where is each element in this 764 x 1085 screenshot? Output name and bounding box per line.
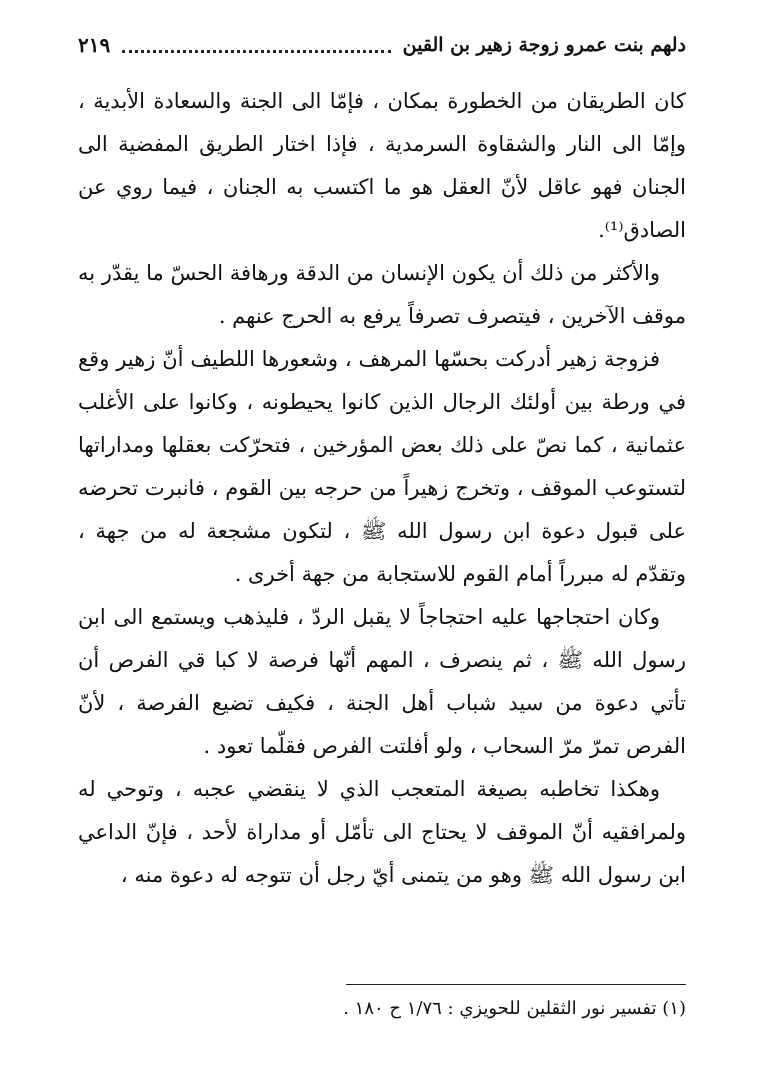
page-number: ٢١٩ bbox=[78, 33, 111, 57]
running-title: دلهم بنت عمرو زوجة زهير بن القين bbox=[402, 34, 686, 56]
paragraph-3: فزوجة زهير أدركت بحسّها المرهف ، وشعورها اللطيف أنّ زهير وقع في ورطة بين أولئك الرجال الذين كانوا يحيطونه ، وكانوا على الأغلب عثمانية ، كما نصّ على ذلك بعض المؤرخين ، فتحرّكت بعقلها ومداراتها لتستوعب الموقف ، وتخرج زهيراً من حرجه بين القوم ، فانبرت تحرضه على قبول دعوة ابن رسول الله ﷺ ، لتكون مشجعة له من جهة ، وتقدّم له مبرراً أمام القوم للاستجابة من جهة أخرى . bbox=[78, 347, 686, 586]
dotted-leader bbox=[122, 50, 390, 53]
page-header bbox=[78, 28, 686, 62]
body-text bbox=[78, 80, 686, 897]
paragraph-2: والأكثر من ذلك أن يكون الإنسان من الدقة ورهافة الحسّ ما يقدّر به موقف الآخرين ، فيتصرف تصرفاً يرفع به الحرج عنهم . bbox=[78, 261, 686, 328]
footnote-separator bbox=[346, 984, 686, 985]
footnote: (١) تفسير نور الثقلين للحويزي : ١/٧٦ ح ١٨٠ . bbox=[343, 998, 686, 1019]
paragraph-1: كان الطريقان من الخطورة بمكان ، فإمّا الى الجنة والسعادة الأبدية ، وإمّا الى النار والشقاوة السرمدية ، فإذا اختار الطريق المفضية الى الجنان فهو عاقل لأنّ العقل هو ما اكتسب به الجنان ، فيما روي عن الصادق⁽¹⁾. bbox=[78, 89, 686, 242]
paragraph-5: وهكذا تخاطبه بصيغة المتعجب الذي لا ينقضي عجبه ، وتوحي له ولمرافقيه أنّ الموقف لا يحتاج الى تأمّل أو مداراة لأحد ، فإنّ الداعي ابن رسول الله ﷺ وهو من يتمنى أيّ رجل أن تتوجه له دعوة منه ، bbox=[78, 777, 686, 887]
paragraph-4: وكان احتجاجها عليه احتجاجاً لا يقبل الردّ ، فليذهب ويستمع الى ابن رسول الله ﷺ ، ثم ينصرف ، المهم أنّها فرصة لا كبا قي الفرص أن تأتي دعوة من سيد شباب أهل الجنة ، فكيف تضيع الفرصة ، لأنّ الفرص تمرّ مرّ السحاب ، ولو أفلتت الفرص فقلّما تعود . bbox=[78, 605, 686, 758]
